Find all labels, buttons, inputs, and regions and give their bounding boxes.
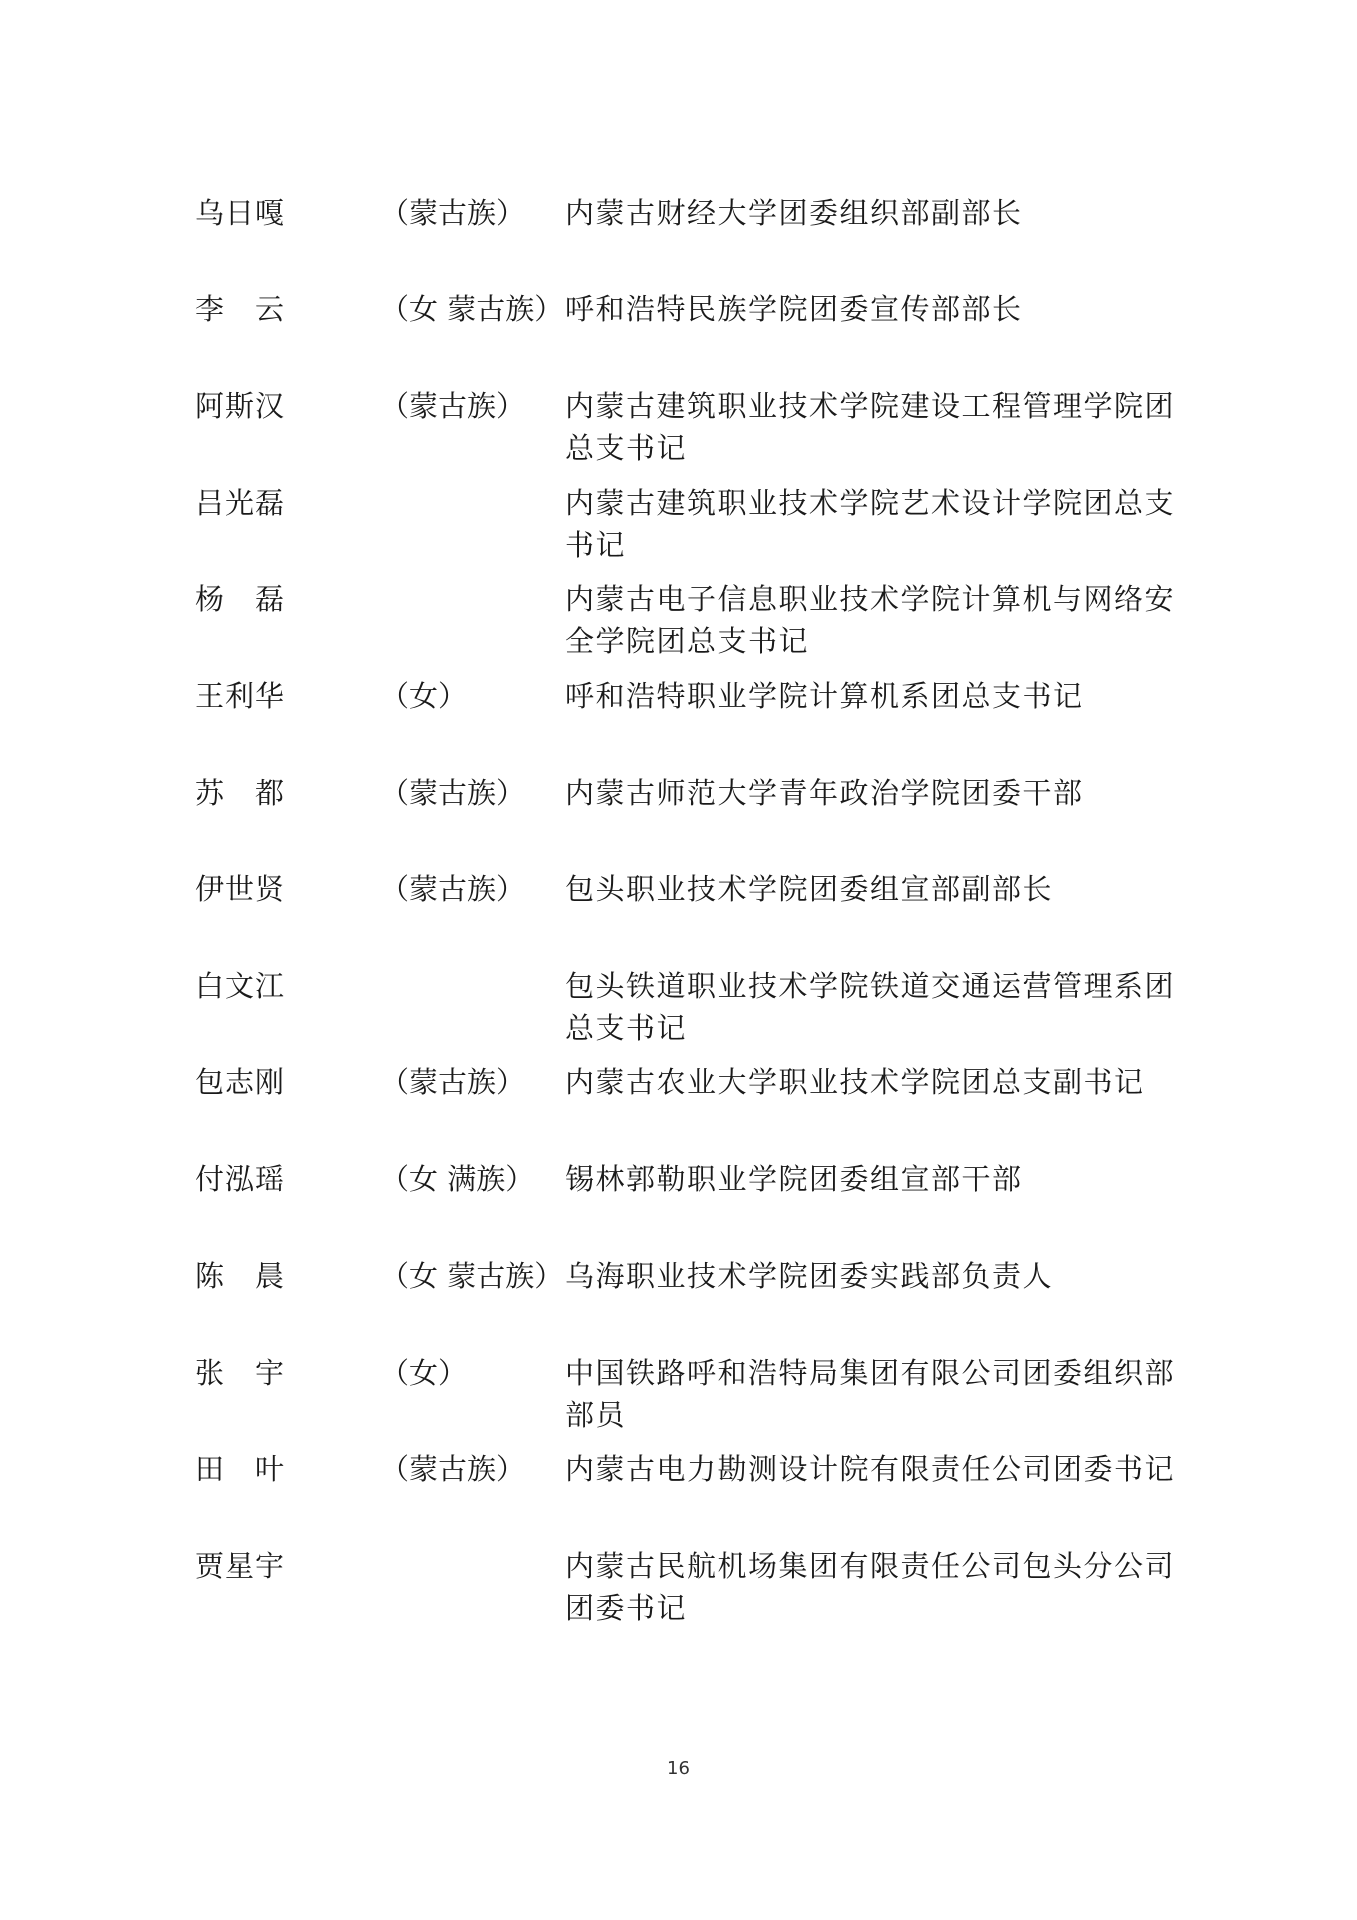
person-note: （蒙古族） <box>380 1452 526 1486</box>
person-name: 陈 晨 <box>195 1259 286 1293</box>
person-role: 包头铁道职业技术学院铁道交通运营管理系团总支书记 <box>565 969 1176 1045</box>
person-name: 乌日嘎 <box>195 196 286 230</box>
person-name: 苏 都 <box>195 776 286 810</box>
person-note: （蒙古族） <box>380 389 526 423</box>
person-role: 锡林郭勒职业学院团委组宣部干部 <box>565 1162 1023 1196</box>
person-role: 内蒙古电力勘测设计院有限责任公司团委书记 <box>565 1452 1176 1486</box>
person-name: 阿斯汉 <box>195 389 286 423</box>
person-note: （蒙古族） <box>380 776 526 810</box>
person-name: 贾星宇 <box>195 1549 286 1583</box>
person-name: 王利华 <box>195 679 286 713</box>
person-name: 吕光磊 <box>195 486 286 520</box>
person-note: （女 蒙古族） <box>380 1259 564 1293</box>
person-role: 中国铁路呼和浩特局集团有限公司团委组织部部员 <box>565 1356 1176 1432</box>
person-note: （女） <box>380 1356 468 1390</box>
person-name: 白文江 <box>195 969 286 1003</box>
person-role: 包头职业技术学院团委组宣部副部长 <box>565 872 1054 906</box>
person-role: 呼和浩特职业学院计算机系团总支书记 <box>565 679 1084 713</box>
person-name: 包志刚 <box>195 1065 286 1099</box>
person-name: 李 云 <box>195 292 286 326</box>
person-role: 内蒙古农业大学职业技术学院团总支副书记 <box>565 1065 1145 1099</box>
person-role: 呼和浩特民族学院团委宣传部部长 <box>565 292 1023 326</box>
person-note: （蒙古族） <box>380 1065 526 1099</box>
person-name: 付泓瑶 <box>195 1162 286 1196</box>
person-note: （女 满族） <box>380 1162 535 1196</box>
person-role: 内蒙古建筑职业技术学院建设工程管理学院团总支书记 <box>565 389 1176 465</box>
person-role: 内蒙古电子信息职业技术学院计算机与网络安全学院团总支书记 <box>565 582 1176 658</box>
person-role: 内蒙古师范大学青年政治学院团委干部 <box>565 776 1084 810</box>
person-note: （女 蒙古族） <box>380 292 564 326</box>
person-name: 田 叶 <box>195 1452 286 1486</box>
page-number: 16 <box>667 1758 690 1779</box>
person-note: （蒙古族） <box>380 196 526 230</box>
person-role: 内蒙古财经大学团委组织部副部长 <box>565 196 1023 230</box>
person-name: 杨 磊 <box>195 582 286 616</box>
person-note: （女） <box>380 679 468 713</box>
person-role: 乌海职业技术学院团委实践部负责人 <box>565 1259 1054 1293</box>
person-role: 内蒙古民航机场集团有限责任公司包头分公司团委书记 <box>565 1549 1176 1625</box>
person-name: 张 宇 <box>195 1356 286 1390</box>
person-note: （蒙古族） <box>380 872 526 906</box>
person-name: 伊世贤 <box>195 872 286 906</box>
person-role: 内蒙古建筑职业技术学院艺术设计学院团总支书记 <box>565 486 1176 562</box>
